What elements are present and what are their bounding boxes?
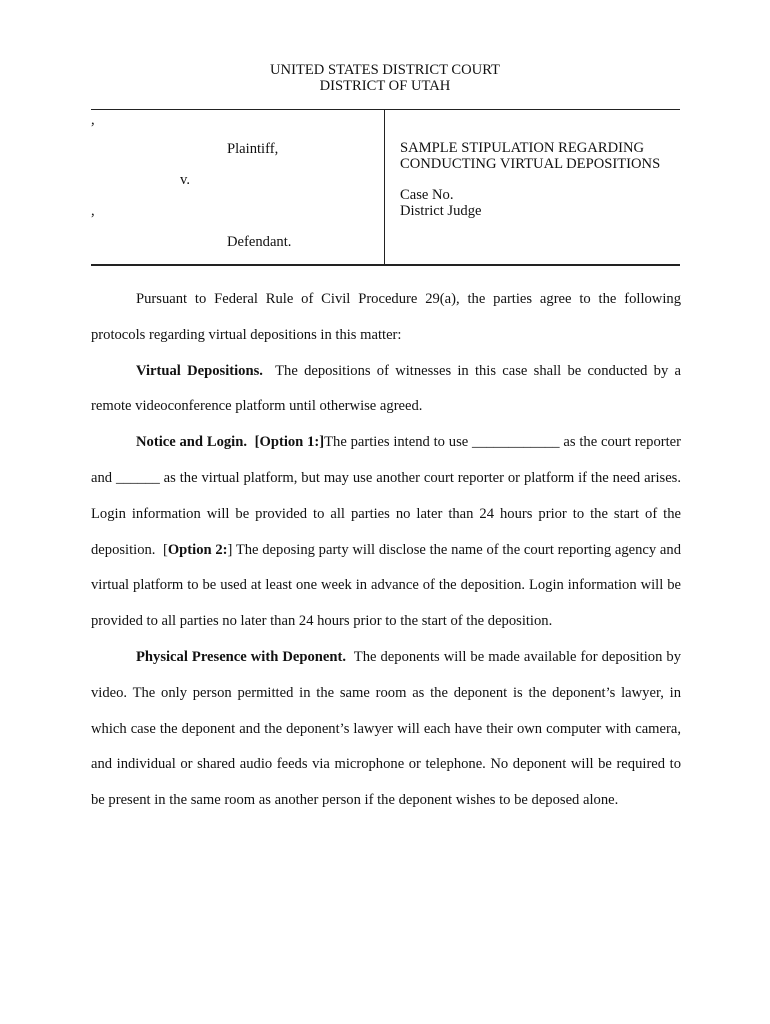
defendant-label: Defendant.	[227, 234, 292, 250]
physical-presence-text: The deponents will be made available for deposition by video. The only person permitted in the same room as the deponent is the deponent’s lawyer, in which case the deponent and the deponent’s lawyer will each have their own computer with camera, and individual or shared audio feeds via microphone or telephone. No deponent will be required to be present in the same room as another person if the deponent wishes to be deposed alone.	[91, 648, 681, 809]
caption-top-rule	[91, 109, 680, 110]
notice-login-heading: Notice and Login.	[136, 434, 248, 451]
notice-login-paragraph	[91, 425, 681, 640]
document-title: SAMPLE STIPULATION REGARDING CONDUCTING VIRTUAL DEPOSITIONS	[400, 140, 661, 172]
physical-presence-heading: Physical Presence with Deponent.	[136, 648, 347, 665]
physical-presence-paragraph	[91, 640, 681, 819]
notice-login-text-2: ] The deposing party will disclose the name of the court reporting agency and virtual platform to be used at least one week in advance of the deposition. Login information will be provided to all parties no later than 24 hours prior to the start of the deposition.	[91, 541, 681, 630]
plaintiff-label: Plaintiff,	[227, 141, 279, 157]
defendant-name-placeholder: ,	[91, 203, 95, 219]
intro-paragraph	[91, 282, 681, 354]
stipulation-body	[91, 282, 681, 819]
option-1-label: [Option 1:]	[254, 434, 325, 451]
intro-text: Pursuant to Federal Rule of Civil Procedure 29(a), the parties agree to the following protocols regarding virtual depositions in this matter:	[91, 291, 681, 343]
plaintiff-name-placeholder: ,	[91, 112, 95, 128]
caption-divider	[384, 110, 385, 264]
versus-label: v.	[180, 172, 190, 188]
case-number-label: Case No.	[400, 187, 454, 203]
virtual-depositions-text: The depositions of witnesses in this case shall be conducted by a remote videoconference platform until otherwise agreed.	[91, 362, 681, 415]
virtual-depositions-paragraph	[91, 354, 681, 426]
notice-login-text-1: The parties intend to use ____________ as the court reporter and ______ as the virtual platform, but may use another court reporter or platform if the need arises. Login information will be provided to all parties no later than 24 hours prior to the start of the deposition.	[91, 434, 681, 558]
district-name: DISTRICT OF UTAH	[319, 78, 451, 94]
caption-bottom-rule	[91, 264, 680, 266]
virtual-depositions-heading: Virtual Depositions.	[136, 362, 263, 379]
court-header	[0, 62, 770, 94]
district-judge-label: District Judge	[400, 203, 482, 219]
court-name: UNITED STATES DISTRICT COURT	[270, 62, 500, 78]
option-2-label: Option 2:	[167, 541, 228, 558]
option-2-open-bracket: [	[162, 541, 168, 558]
